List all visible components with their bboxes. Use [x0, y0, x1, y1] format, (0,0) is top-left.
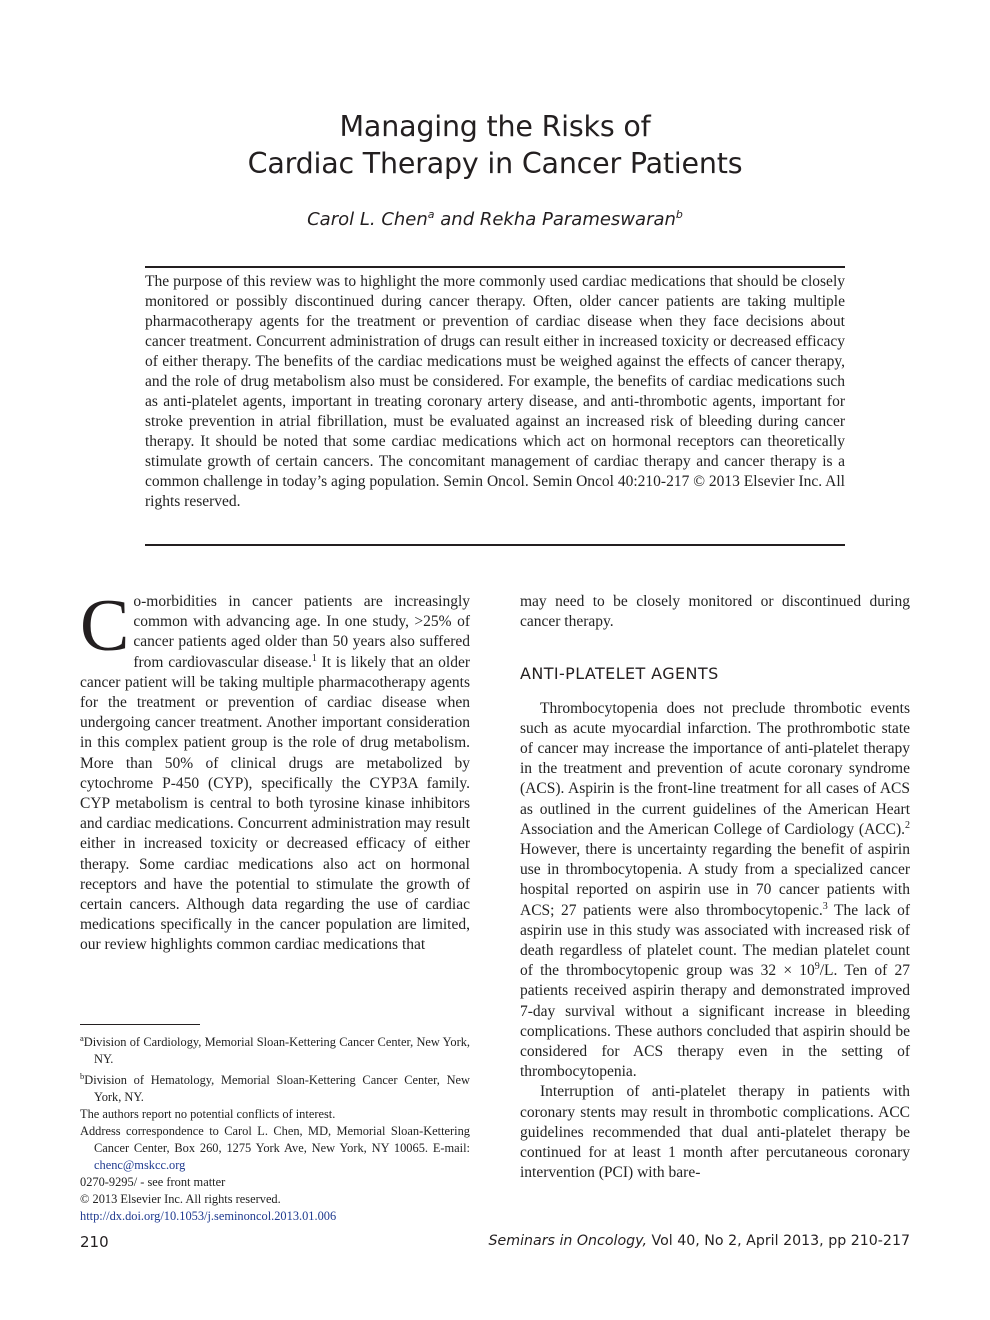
anti-platelet-paragraph-2: Interruption of anti-platelet therapy in patients with coronary stents may result in thrombotic complications. ACC guidelines recommended that dual anti-platelet therapy be continued for at least 1 month after percutaneous coronary intervention (PCI) with bare- [520, 1083, 910, 1182]
footnote-a-text: Division of Cardiology, Memorial Sloan-Kettering Cancer Center, New York, NY. [83, 1035, 470, 1067]
page-number: 210 [80, 1233, 109, 1251]
author-1: Carol L. Chen [307, 209, 428, 230]
footnote-issn: 0270-9295/ - see front matter [80, 1175, 226, 1190]
abstract: The purpose of this review was to highlight the more commonly used cardiac medications that should be closely monitored or possibly discontinued during cancer therapy. Often, older cancer patients are taking multiple pharmacotherapy agents for the treatment or prevention of cardiac disease when they face decisions about cancer treatment. Concurrent administration of drugs can result either in increased toxicity or decreased efficacy of either therapy. The benefits of the cardiac medications must be weighed against the effects of cancer therapy, and the role of drug metabolism also must be considered. For example, the benefits of cardiac medications such as anti-platelet agents, important in treating coronary artery disease, and anti-thrombotic agents, important for stroke prevention in atrial fibrillation, must be evaluated against an increased risk of bleeding during cancer therapy. It should be noted that some cardiac medications which act on hormonal receptors can theoretically stimulate growth of certain cancers. The concomitant management of cardiac therapy and cancer therapy is a common challenge in today’s aging population. Semin Oncol. Semin Oncol 40:210-217 © 2013 Elsevier Inc. All rights reserved. [145, 273, 845, 510]
reference-1[interactable]: 1 [311, 652, 317, 664]
footnote-copyright: © 2013 Elsevier Inc. All rights reserved. [80, 1192, 281, 1207]
footnote-correspondence [80, 1123, 470, 1174]
intro-text-1: o-morbidities in cancer patients are increasingly common with advancing age. In one study, >25% of cancer patients aged older than 50 years also suffered from cardiovascular disease. [133, 593, 470, 671]
doi-link[interactable]: http://dx.doi.org/10.1053/j.seminoncol.2013.01.006 [80, 1209, 337, 1224]
title-line-1: Managing the Risks of [339, 110, 651, 143]
email-link[interactable]: chenc@mskcc.org [94, 1158, 186, 1173]
para1-text-4: /L. Ten of 27 patients received aspirin therapy and demonstrated improved 7-day survival without a significant increase in bleeding complications. These authors concluded that aspirin should be considered for ACS therapy even in the setting of thrombocytopenia. [520, 962, 910, 1081]
reference-2[interactable]: 2 [905, 819, 910, 831]
para1-text-3: The lack of aspirin use in this study was associated with increased risk of death regardless of platelet count. The median platelet count of the thrombocytopenic group was 32 × 10 [520, 901, 910, 980]
footnote-b-text: Division of Hematology, Memorial Sloan-Kettering Cancer Center, New York, NY. [84, 1073, 470, 1105]
correspondence-text: Address correspondence to Carol L. Chen, MD, Memorial Sloan-Kettering Cancer Center, Box 260, 1275 York Ave, New York, NY 10065. E-mail: [80, 1124, 470, 1156]
continuation-paragraph: may need to be closely monitored or discontinued during cancer therapy. [520, 593, 910, 631]
author-connector: and [434, 209, 480, 230]
section-heading: ANTI-PLATELET AGENTS [520, 664, 719, 684]
footnote-affiliation-a [80, 1030, 470, 1068]
author-1-affiliation: a [427, 208, 435, 221]
drop-cap: C [80, 585, 130, 667]
para1-text-2: However, there is uncertainty regarding the benefit of aspirin use in thrombocytopenia. A study from a specialized cancer hospital reported on aspirin use in 70 cancer patients with ACS; 27 patients were also thrombocytopenic. [520, 841, 910, 919]
anti-platelet-paragraph-1 [520, 699, 910, 1083]
author-2-affiliation: b [675, 208, 683, 221]
journal-name: Seminars in Oncology, [488, 1233, 647, 1249]
right-column [520, 592, 910, 1183]
footnote-rule [80, 1024, 200, 1025]
footnote-a-marker: a [80, 1033, 84, 1043]
abstract-top-rule [145, 266, 845, 268]
abstract-bottom-rule [145, 544, 845, 546]
author-2: Rekha Parameswaran [479, 209, 676, 230]
para1-text-1: Thrombocytopenia does not preclude thrombotic events such as acute myocardial infarction. The prothrombotic state of cancer may increase the importance of anti-platelet therapy in the treatment and prevention of acute coronary syndrome (ACS). Aspirin is the front-line treatment for all cases of ACS as outlined in the current guidelines of the American Heart Association and the American College of Cardiology (ACC). [520, 699, 910, 838]
reference-3[interactable]: 3 [822, 900, 828, 912]
title-line-2: Cardiac Therapy in Cancer Patients [247, 147, 743, 180]
footnotes [80, 1030, 470, 1225]
footnote-conflicts: The authors report no potential conflicts of interest. [80, 1107, 336, 1122]
article-title [0, 108, 990, 182]
left-column [80, 585, 471, 956]
footnote-affiliation-b [80, 1068, 470, 1106]
exponent: 9 [814, 961, 820, 973]
intro-text-2: It is likely that an older cancer patient will be taking multiple pharmacotherapy agents for the treatment or prevention of cardiac disease when undergoing cancer treatment. Another important consideration in this complex patient group is the role of drug metabolism. More than 50% of clinical drugs are metabolized by cytochrome P-450 (CYP), specifically the CYP3A family. CYP metabolism is central to both tyrosine kinase inhibitors and cardiac medications. Concurrent administration may result either in increased toxicity or decreased efficacy of either therapy. Some cardiac medications also act on hormonal receptors and have the potential to stimulate the growth of certain cancers. Although data regarding the use of cardiac medications specifically in the cancer population are limited, our review highlights common cardiac medications that [80, 653, 471, 954]
author-line [0, 208, 990, 230]
journal-citation [489, 1233, 910, 1249]
intro-paragraph [80, 585, 471, 956]
journal-details: Vol 40, No 2, April 2013, pp 210-217 [646, 1233, 910, 1249]
footnote-b-marker: b [80, 1071, 85, 1082]
